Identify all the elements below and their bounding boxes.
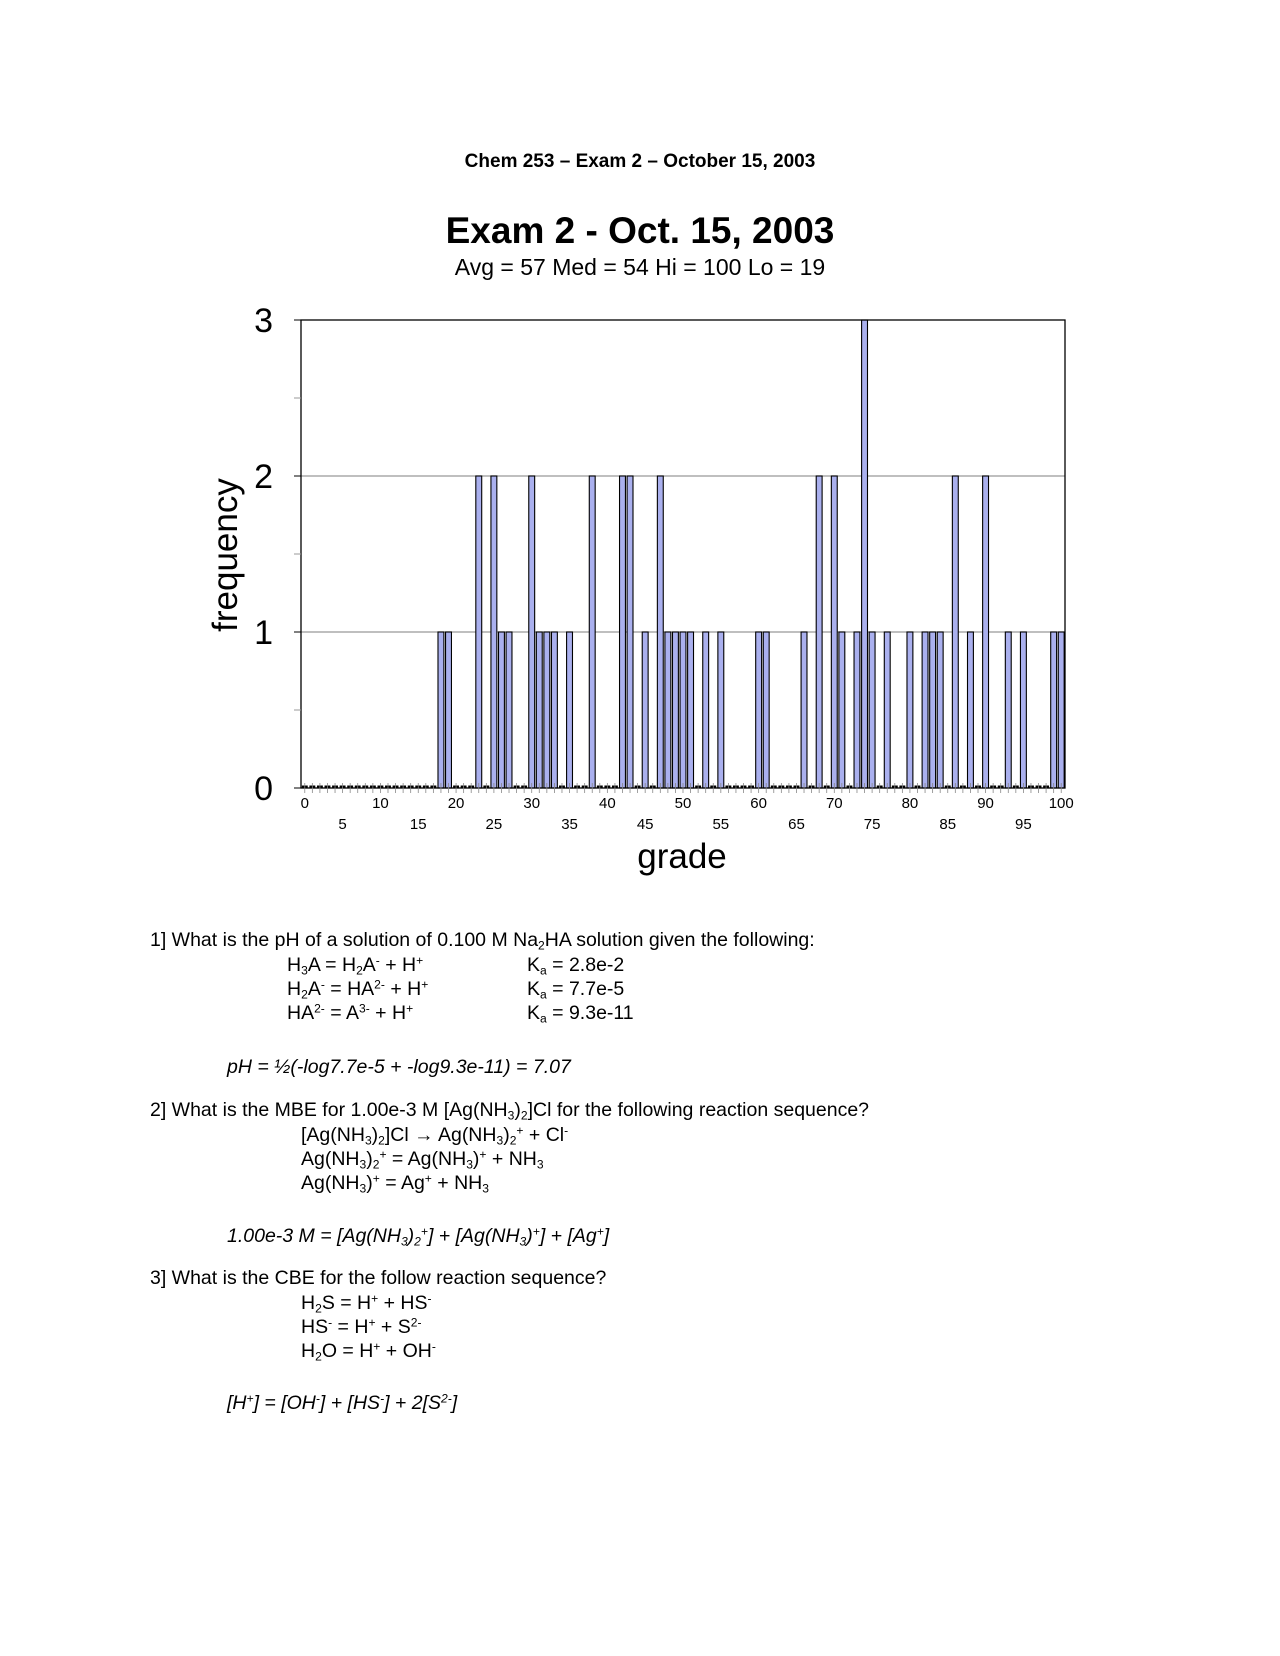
question-2-prompt: 2] What is the MBE for 1.00e-3 M $[Ag(NH_3)_2]Cl$ for the following reaction sequence? — [150, 1099, 870, 1123]
chart-title: Exam 2 - Oct. 15, 2003 — [445, 210, 835, 251]
x-tick-label: 10 — [372, 795, 389, 812]
x-tick-label: 100 — [1048, 795, 1074, 812]
y-tick-label: 1 — [254, 614, 273, 652]
x-tick-label: 65 — [788, 816, 805, 833]
histogram-bar — [937, 632, 943, 788]
q1-text: HA solution given the following: — [544, 929, 815, 951]
histogram-bar — [816, 476, 822, 788]
histogram-bar — [665, 632, 671, 788]
histogram-bar — [831, 476, 837, 788]
x-axis-label: grade — [637, 837, 727, 876]
q1-reaction-1: $H_3A = H_2A^- + H^+$ — [287, 953, 424, 978]
x-tick-label: 55 — [712, 816, 730, 833]
q2-answer: 1.00e-3 $M = [Ag(NH_3)_2^+] + [Ag(NH_3)^+] + [Ag^+]$ — [227, 1224, 610, 1249]
q1-ka-1: $K_a = 2.8e-2$ — [527, 954, 625, 978]
histogram-bar — [672, 632, 678, 788]
page-header: Chem 253 – Exam 2 – October 15, 2003 — [464, 151, 816, 172]
q1-text: 1] What is the pH of a solution of 0.100 M Na — [150, 929, 539, 951]
q1-sub: 2 — [538, 938, 545, 953]
histogram-bar — [763, 632, 769, 788]
histogram-bar — [506, 632, 512, 788]
x-tick-label: 0 — [300, 795, 309, 812]
y-tick-label: 0 — [254, 770, 273, 808]
histogram-bar — [967, 632, 973, 788]
histogram-bar — [869, 632, 875, 788]
histogram-bar — [907, 632, 913, 788]
question-3-prompt: 3] What is the CBE for the follow reaction sequence? — [150, 1267, 607, 1289]
histogram-bar — [551, 632, 557, 788]
x-tick-label: 90 — [977, 795, 994, 812]
gridlines — [301, 476, 1065, 632]
x-tick-label: 85 — [939, 816, 957, 833]
histogram-bar — [536, 632, 542, 788]
y-ticks — [254, 302, 301, 808]
y-tick-label: 2 — [254, 458, 273, 496]
histogram-bar — [688, 632, 694, 788]
histogram-bar — [620, 476, 626, 788]
x-tick-label: 60 — [750, 795, 767, 812]
q1-answer: pH = ½(-log7.7e-5 + -log9.3e-11) = 7.07 — [227, 1056, 571, 1078]
q3-reaction-3: $H_2O = H^+ + OH^-$ — [301, 1339, 436, 1364]
histogram-bar — [544, 632, 550, 788]
histogram-bar — [529, 476, 535, 788]
x-tick-label: 40 — [599, 795, 616, 812]
question-1-prompt — [150, 928, 815, 952]
x-tick-label: 35 — [561, 816, 578, 833]
q1-ka-3: $K_a = 9.3e-11$ — [527, 1002, 634, 1026]
q2-reaction-2: $Ag(NH_3)_2^+ = Ag(NH_3)^+ + NH_3$ — [301, 1147, 544, 1172]
histogram-bar — [446, 632, 452, 788]
histogram-bar — [438, 632, 444, 788]
histogram-bar — [718, 632, 724, 788]
x-tick-label: 80 — [901, 795, 919, 812]
histogram-bar — [567, 632, 573, 788]
histogram-bar — [627, 476, 633, 788]
histogram-bar — [952, 476, 958, 788]
histogram-bar — [922, 632, 928, 788]
x-ticks — [301, 783, 1074, 833]
y-tick-label: 3 — [254, 302, 273, 340]
histogram-bar — [1058, 632, 1064, 788]
x-tick-label: 25 — [485, 816, 503, 833]
histogram-bar — [499, 632, 505, 788]
y-axis-label: frequency — [206, 478, 245, 632]
histogram-bar — [642, 632, 648, 788]
histogram-bar — [491, 476, 497, 788]
histogram-bar — [839, 632, 845, 788]
x-tick-label: 75 — [863, 816, 881, 833]
q2-reaction-1: $[Ag(NH_3)_2]Cl \to Ag(NH_3)_2^+ + Cl^-$ — [301, 1123, 569, 1148]
histogram-bar — [862, 320, 868, 788]
x-tick-label: 15 — [409, 816, 427, 833]
histogram-bar — [476, 476, 482, 788]
histogram-bar — [589, 476, 595, 788]
q3-answer: $[H^+] = [OH^-] + [HS^-] + 2[S^{2-}]$ — [227, 1391, 458, 1414]
x-tick-label: 95 — [1015, 816, 1032, 833]
q3-reaction-2: $HS^- = H^+ + S^{2-}$ — [301, 1315, 422, 1338]
x-tick-label: 30 — [523, 795, 541, 812]
q1-reaction-3: $HA^{2-} = A^{3-} + H^+$ — [287, 1001, 414, 1024]
q1-ka-2: $K_a = 7.7e-5$ — [527, 978, 625, 1002]
bars — [302, 320, 1064, 788]
histogram-bar — [983, 476, 989, 788]
histogram-bar — [801, 632, 807, 788]
x-tick-label: 70 — [825, 795, 843, 812]
histogram-bar — [680, 632, 686, 788]
x-tick-label: 45 — [636, 816, 654, 833]
histogram-bar — [1005, 632, 1011, 788]
x-tick-label: 20 — [447, 795, 465, 812]
histogram-bar — [930, 632, 936, 788]
x-tick-label: 5 — [338, 816, 347, 833]
histogram-bar — [1020, 632, 1026, 788]
histogram-bar — [703, 632, 709, 788]
histogram-bar — [884, 632, 890, 788]
histogram-bar — [854, 632, 860, 788]
x-tick-label: 50 — [674, 795, 692, 812]
histogram-bar — [1051, 632, 1057, 788]
q2-reaction-3: $Ag(NH_3)^+ = Ag^+ + NH_3$ — [301, 1171, 489, 1196]
histogram-bar — [657, 476, 663, 788]
chart-subtitle: Avg = 57 Med = 54 Hi = 100 Lo = 19 — [454, 254, 826, 280]
q3-reaction-1: $H_2S = H^+ + HS^-$ — [301, 1291, 432, 1316]
histogram-bar — [756, 632, 762, 788]
q1-reaction-2: $H_2A^- = HA^{2-} + H^+$ — [287, 977, 429, 1002]
